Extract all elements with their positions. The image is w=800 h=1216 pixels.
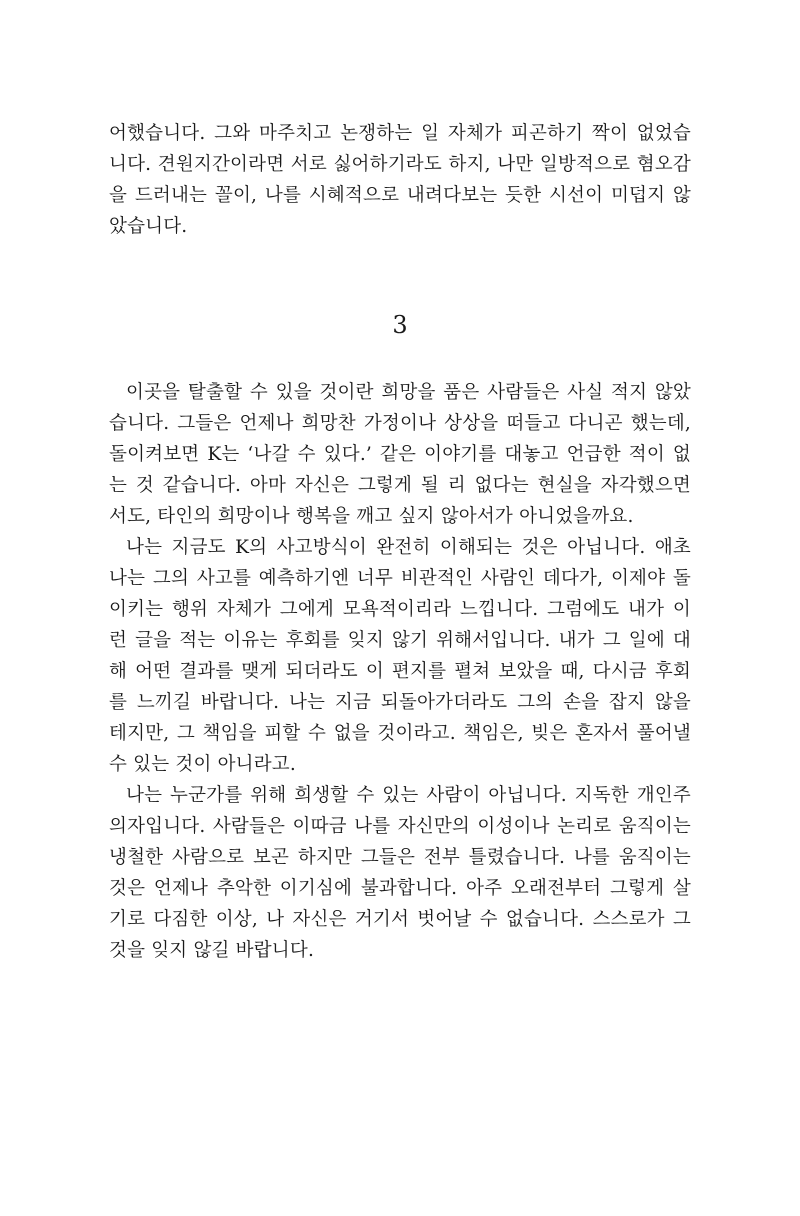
continued-paragraph [109, 118, 691, 242]
text-line: 이곳을 탈출할 수 있을 것이란 희망을 품은 사람들은 사실 적지 않았 [126, 382, 691, 403]
text-line: 테지만, 그 책임을 피할 수 없을 것이라고. 책임은, 빚은 혼자서 풀어낼 [109, 723, 691, 744]
text-line: 를 느끼길 바랍니다. 나는 지금 되돌아가더라도 그의 손을 잡지 않을 [109, 692, 691, 713]
text-line: 니다. 견원지간이라면 서로 싫어하기라도 하지, 나만 일방적으로 혐오감 [109, 154, 691, 175]
book-page [109, 118, 691, 966]
text-line: 어했습니다. 그와 마주치고 논쟁하는 일 자체가 피곤하기 짝이 없었습 [109, 123, 691, 144]
text-line: 냉철한 사람으로 보곤 하지만 그들은 전부 틀렸습니다. 나를 움직이는 [109, 847, 691, 868]
text-line: 습니다. 그들은 언제나 희망찬 가정이나 상상을 떠들고 다니곤 했는데, [109, 413, 691, 434]
text-line: 해 어떤 결과를 맺게 되더라도 이 편지를 펼쳐 보았을 때, 다시금 후회 [109, 661, 691, 682]
paragraph-1 [109, 377, 691, 532]
text-line: 것은 언제나 추악한 이기심에 불과합니다. 아주 오래전부터 그렇게 살 [109, 878, 691, 899]
text-line: 서도, 타인의 희망이나 행복을 깨고 싶지 않아서가 아니었을까요. [109, 506, 634, 527]
chapter-number: 3 [392, 311, 408, 339]
text-line: 나는 그의 사고를 예측하기엔 너무 비관적인 사람인 데다가, 이제야 돌 [109, 568, 691, 589]
text-line: 것을 잊지 않길 바랍니다. [109, 940, 315, 961]
paragraph-2 [109, 532, 691, 780]
text-line: 나는 누군가를 위해 희생할 수 있는 사람이 아닙니다. 지독한 개인주 [126, 785, 691, 806]
text-line: 수 있는 것이 아니라고. [109, 754, 296, 775]
text-line: 기로 다짐한 이상, 나 자신은 거기서 벗어날 수 없습니다. 스스로가 그 [109, 909, 691, 930]
text-line: 돌이켜보면 K는 ‘나갈 수 있다.’ 같은 이야기를 대놓고 언급한 적이 없 [109, 444, 691, 465]
text-line: 의자입니다. 사람들은 이따금 나를 자신만의 이성이나 논리로 움직이는 [109, 816, 691, 837]
text-line: 나는 지금도 K의 사고방식이 완전히 이해되는 것은 아닙니다. 애초 [126, 537, 691, 558]
paragraph-3 [109, 780, 691, 966]
text-line: 았습니다. [109, 216, 188, 237]
text-line: 을 드러내는 꼴이, 나를 시혜적으로 내려다보는 듯한 시선이 미덥지 않 [109, 185, 691, 206]
text-line: 는 것 같습니다. 아마 자신은 그렇게 될 리 없다는 현실을 자각했으면 [109, 475, 691, 496]
text-line: 이키는 행위 자체가 그에게 모욕적이리라 느낍니다. 그럼에도 내가 이 [109, 599, 691, 620]
text-line: 런 글을 적는 이유는 후회를 잊지 않기 위해서입니다. 내가 그 일에 대 [109, 630, 691, 651]
